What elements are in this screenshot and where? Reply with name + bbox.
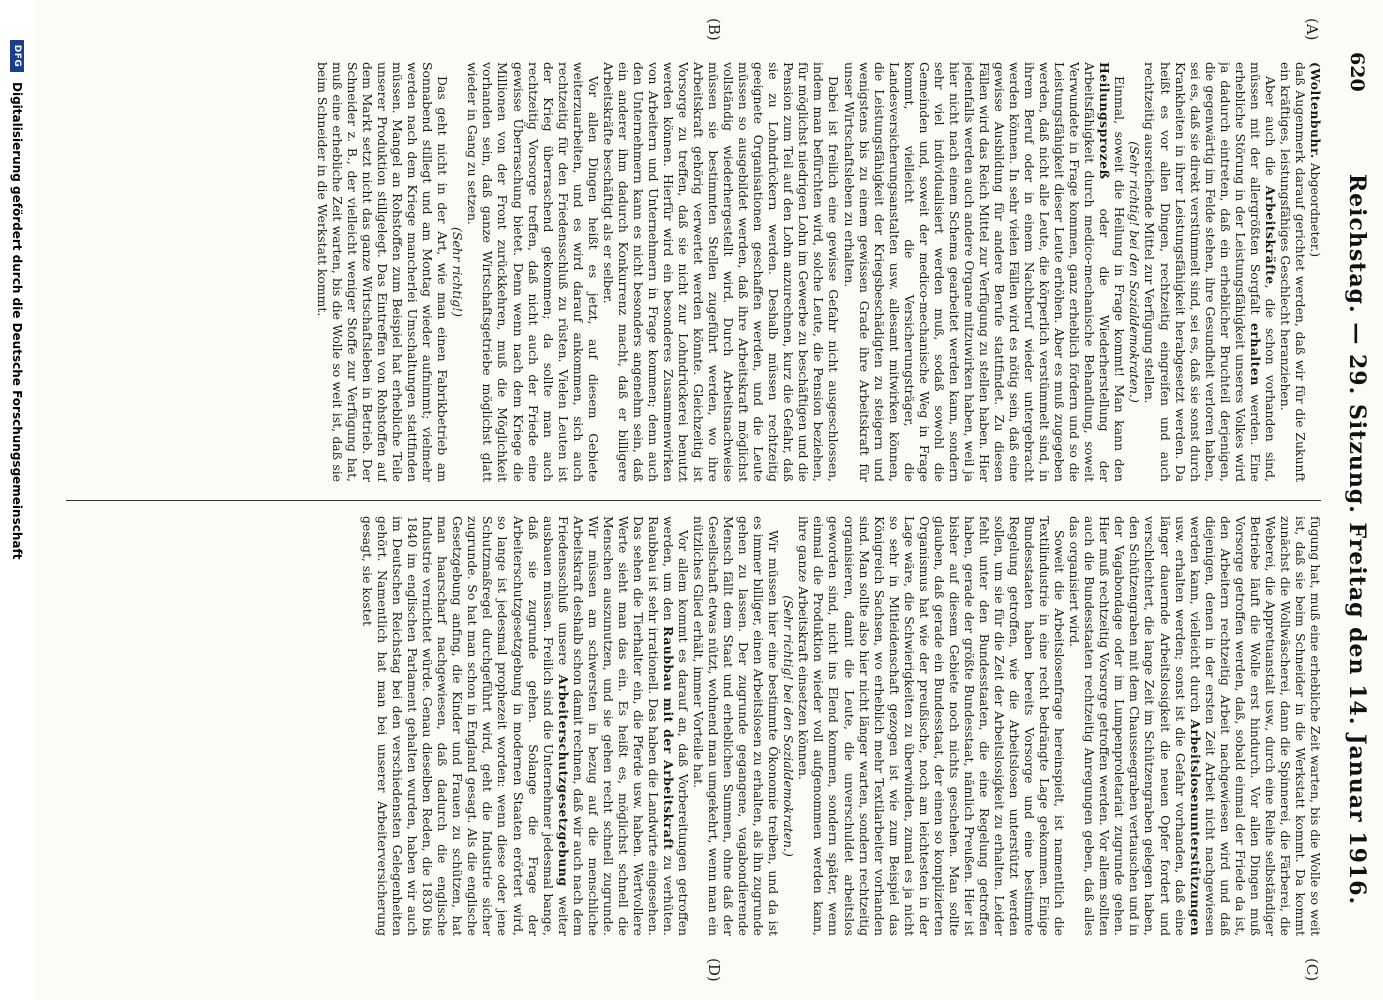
margin-mark-c: (C) — [1303, 958, 1321, 982]
left-column-paragraph: Vor allen Dingen heißt es jetzt, auf diesem Gebiete weiterzuarbeiten, und es wird darauf ankommen, sich auch rechtzeitig für den Friedensschluß zu rüsten. Vielen Leuten ist der Krieg überraschend gekommen; da sollte man auch rechtzeitig Vorsorge treffen, daß nicht auch der Friede eine gewisse Überraschung bietet. Denn wenn nach dem Kriege die Millionen von der Front zurückkehren, muß die Möglichkeit vorhanden sein, daß ganze Wirtschaftsgetriebe möglichst glatt wieder in Gang zu setzen. — [465, 62, 601, 482]
margin-mark-b: (B) — [705, 18, 723, 41]
interjection: (Sehr richtig! bei den Sozialdemokraten.) — [781, 595, 797, 857]
funding-notice: Digitalisierung gefördert durch die Deutsche Forschungsgemeinschaft — [10, 82, 25, 560]
interjection: (Sehr richtig!) — [450, 227, 466, 317]
page-header — [1331, 52, 1383, 957]
running-title: Reichstag. — 29. Sitzung. Freitag den 14. Januar 1916. — [1344, 173, 1370, 906]
left-column-paragraph: Dabei ist freilich eine gewisse Gefahr nicht ausgeschlossen, indem man befürchten wird, solche Leute, die Pension beziehen, für möglichst niedrigen Lohn im Gewerbe zu beschäftigen und die Pension zum Teil auf den Lohn anzurechnen, kurz die Gefahr, daß sie zu Lohndrückern werden. Deshalb müssen rechtzeitig geeignete Organisationen geschaffen werden, und die Leute müssen so ausgebildet werden, daß ihre Arbeitskraft möglichst vollständig wiederhergestellt wird. Durch Arbeitsnachweise müssen sie bestimmten Stellen zugeführt werden, wo ihre Arbeitskraft gehörig verwertet werden könnte. Gleichzeitig ist Vorsorge zu treffen, daß sie nicht zur Lohndrückerei benutzt werden können. Hierfür wird ein besonderes Zusammenwirken von Arbeitern und Unternehmern in Frage kommen; denn auch den Unternehmern kann es nicht besonders angenehm sein, daß ein anderer ihm dadurch Konkurrenz macht, daß er billigere Arbeitskräfte beschäftigt als er selber. — [600, 62, 842, 482]
interjection: (Sehr richtig! bei den Sozialdemokraten.) — [1127, 141, 1143, 403]
right-column-paragraph: Vor allem kommt es darauf an, daß Vorbereitungen getroffen werden, um den Raubbau mit der Arbeitskraft zu verhüten. Raubbau ist sehr irrationell. Das haben die Landwirte eingesehen. Das sehen die Tierhalter ein, die Pferde usw. haben. Wertvollere Werte sieht man das ein. Es heißt es, möglichst schnell die Menschen auszunutzen, und sie gehen recht schnell zugrunde. Wir müssen am schwersten in bezug auf die menschliche Arbeitskraft deshalb schon damit rechnen, daß wir auch nach dem Friedensschluß unsere Arbeiterschutzgesetzgebung weiter ausbauen müssen. Freilich sind die Unternehmer jedesmal bange, daß sie zugrunde gehen. Solange die Frage der Arbeiterschutzgesetzgebung in modernen Staaten erörtert wird, so lange ist jedesmal prophezeit worden: wenn diese oder jene Schutzmaßregel durchgeführt wird, geht die Industrie sicher zugrunde. So hat man schon in England gesagt. Als die englische Gesetzgebung anfing, die Kinder und Frauen zu schützen, hat man haarscharf nachgewiesen, daß dadurch die englische Industrie vernichtet würde. Genau dieselben Reden, die 1830 bis 1840 im englischen Parlament gehalten wurden, haben wir auch im Deutschen Reichstag bei den verschiedensten Gelegenheiten gehört. Namentlich hat man bei unserer Arbeiterversicherung gesagt, sie kostet — [360, 516, 692, 936]
left-column — [63, 62, 1323, 482]
column-divider — [66, 500, 1321, 501]
left-column-paragraph: (Woltenbuhr. Abgeordneter.) — [1308, 62, 1323, 258]
left-column-paragraph: Einmal, soweit die Heilung in Frage kommt! Man kann den Heilungsprozeß oder die Wiederherstellung der Arbeitsfähigkeit durch medico-mechanische Behandlung, soweit Verwundete in Frage kommen, ganz erheblich fördern und so die Leistungsfähigkeit dieser Leute erhöhen. Aber es muß zugegeben werden, daß nicht alle Leute, die körperlich verstümmelt sind, in ihrem Beruf oder in einem Nachberuf wieder untergebracht werden können. In sehr vielen Fällen wird es nötig sein, daß eine gewisse Ausbildung für andere Berufe stattfindet. Zu diesen Fällen wird das Reich Mittel zur Verfügung zu stellen haben. Hier jedenfalls werden auch andere Organe mitzuwirken haben, weil ja hier nicht nach einem Schema gearbeitet werden kann, sondern sehr viel individualisiert werden muß, sodaß sowohl die Gemeinden und, soweit der medico-mechanische Weg in Frage kommt, vielleicht die Versicherungsträger, die Landesversicherungsanstalten usw. allesamt mitwirken können, die Leistungsfähigkeit der Kriegsbeschädigten zu steigern und wenigstens bis zu einem gewissen Grade ihre Arbeitskraft für unser Wirtschaftsleben zu erhalten. — [841, 62, 1128, 482]
left-column-paragraph: Aber auch die Arbeitskräfte, die schon vorhanden sind, müssen mit der allergrößten Sorgfalt erhalten werden. Eine erhebliche Störung in der Leistungsfähigkeit unseres Volkes wird ja dadurch eintreten, daß ein erheblicher Bruchteil derjenigen, die gegenwärtig im Felde stehen, ihre Gesundheit verloren haben, sei es, daß sie direkt verstümmelt sind, sei es, daß sie sonst durch Krankheiten in ihrer Leistungsfähigkeit herabgesetzt werden. Da heißt es vor allen Dingen, rechtzeitig eingreifen und auch rechtzeitig ausreichende Mittel zur Verfügung stellen. — [1142, 62, 1278, 482]
page-number: 620 — [1346, 52, 1368, 92]
right-column-paragraph: Wir müssen hier eine bestimmte Ökonomie treiben, und da ist es immer billiger, einen Arbeitslosen zu erhalten, als ihn zugrunde gehen zu lassen. Der zugrunde gegangene, vagabondierende Mensch fällt dem Staat und erheblichen Summen, ohne daß der Gesellschaft etwas nützt, wohnend man umgekehrt, wenn man ein nützliches Glied erhält, immer Vorteile hat. — [691, 516, 782, 936]
margin-mark-a: (A) — [1303, 18, 1321, 41]
footer — [0, 0, 35, 1000]
dfg-logo: DFG — [11, 40, 25, 72]
right-column — [63, 516, 1323, 936]
right-column-paragraph: Soweit die Arbeitslosenfrage hereinspielt, ist namentlich die Textilindustrie in eine recht bedrängte Lage gekommen. Einige Bundesstaaten haben bereits Vorsorge und eine bestimmte Regelung getroffen, wie die Arbeitslosen unterstützt werden sollen, um sie für die Zeit der Arbeitslosigkeit zu erhalten. Leider fehlt unter den Bundesstaaten, die eine Regelung getroffen haben, gerade der größte Bundesstaat, nämlich Preußen. Hier ist bisher auf diesem Gebiete noch nichts geschehen. Man sollte glauben, daß gerade ein Bundesstaat, der einen so komplizierten Organismus hat wie der preußische, noch am leichtesten in der Lage wäre, die Schwierigkeiten zu überwinden, zumal es ja nicht so sehr in Mitleidenschaft gezogen ist wie zum Beispiel das Königreich Sachsen, wo erheblich mehr Textilarbeiter vorhanden sind. Man sollte also hier nicht länger warten, sondern rechtzeitig organisieren, damit die Leute, die unverschuldet arbeitslos geworden sind, nicht ins Elend kommen, sondern später, wenn einmal die Produktion wieder voll aufgenommen werden kann, ihre ganze Arbeitskraft einsetzen können. — [796, 516, 1068, 936]
right-column-paragraph: fügung hat, muß eine erhebliche Zeit warten, bis die Wolle so weit ist, daß sie beim Schneider in die Werkstatt kommt. Da kommt zunächst die Wollwäscherei, dann die Spinnerei, die Färberei, die Weberei, die Appretuanstalt usw., durch eine Reihe selbständiger Betriebe läuft die Wolle erst hindurch. Vor allen Dingen muß Vorsorge getroffen werden, daß, sobald einmal der Friede da ist, den Arbeitern rechtzeitig Arbeit nachgewiesen wird und daß diejenigen, denen in der ersten Zeit Arbeit nicht nachgewiesen werden kann, vielleicht durch Arbeitslosenunterstützungen usw. erhalten werden; sonst ist die Gefahr vorhanden, daß eine länger dauernde Arbeitslosigkeit die neuen Opfer fordert und verschlechtert, die lange Zeit im Schützengraben gelegen haben, den Schützengraben mit dem Chausseegraben vertauschen und in der Vagabondage oder im Lumpenproletariat zugrunde gehen. Hier muß rechtzeitig Vorsorge getroffen werden. Vor allem sollten auch die Bundesstaaten rechtzeitig Anregungen geben, daß alles das organisiert wird. — [1067, 516, 1323, 936]
left-column-paragraph: daß Augenmerk darauf gerichtet werden, daß wir für die Zukunft ein kräftiges, leistungsfähiges Geschlecht heranziehen. — [1277, 62, 1308, 482]
margin-mark-d: (D) — [705, 958, 723, 982]
left-column-paragraph: Das geht nicht in der Art, wie man einen Fabrikbetrieb am Sonnabend stillegt und am Montag wieder aufnimmt; vielmehr werden nach dem Kriege mancherlei Umschaltungen stattfinden müssen. Mangel an Rohstoffen zum Beispiel hat erhebliche Teile unserer Produktion stillgelegt. Das Eintreffen von Rohstoffen auf dem Markt setzt nicht das ganze Wirtschaftsleben in Betrieb. Der Schneider z. B., der vielleicht weniger Stoffe zur Verfügung hat, muß eine erhebliche Zeit warten, bis die Wolle so weit ist, daß sie beim Schneider in die Werkstatt kommt. — [314, 62, 451, 482]
